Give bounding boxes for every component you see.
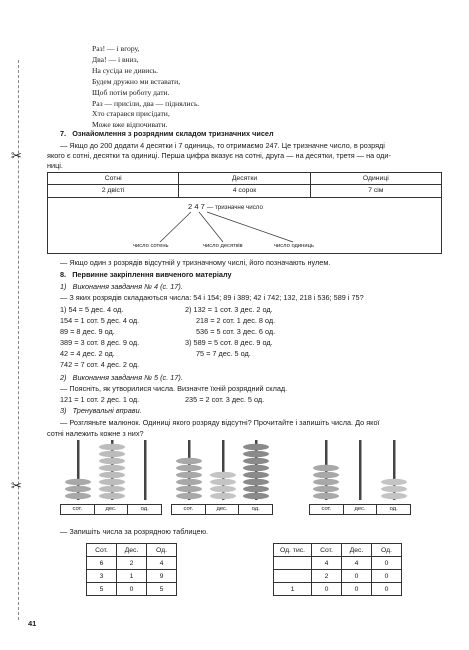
table-cell: 0: [372, 570, 402, 583]
table-header-tens: Десятки: [179, 173, 310, 184]
table-cell: 2: [117, 557, 147, 570]
page-number: 41: [28, 619, 37, 628]
task-number: 1): [60, 282, 67, 291]
answers-right: [185, 304, 275, 359]
answer-line: 154 = 1 сот. 5 дес. 4 од.: [60, 316, 140, 325]
zero-rule: — Якщо один з розрядів відсутній у тризначному числі, його позначають нулем.: [60, 258, 331, 267]
table-cell: 5: [87, 583, 117, 596]
table-header: Од.: [372, 544, 402, 557]
task-2-answer: 235 = 2 сот. 3 дес. 5 од.: [185, 395, 265, 404]
table-cell: [274, 570, 312, 583]
table-cell: 3: [87, 570, 117, 583]
task-title: Тренувальні вправи.: [72, 406, 142, 415]
table-header: Сот.: [87, 544, 117, 557]
place-value-table: [47, 172, 442, 254]
section-title: Ознайомлення з розрядним складом тризначних чисел: [72, 129, 274, 138]
poem-line: Хто старався присідати,: [92, 109, 170, 119]
table-cell: 5: [147, 583, 177, 596]
table-header-hundreds: Сотні: [48, 173, 179, 184]
poem-line: На сусіда не дивись.: [92, 65, 159, 75]
table-cell: 0: [372, 583, 402, 596]
table-cell: 0: [342, 570, 372, 583]
abacus-1: [65, 440, 147, 500]
abacus-label: од.: [251, 506, 260, 512]
section-8-heading: [60, 270, 232, 280]
task-3-question: сотні належить кожне з них?: [47, 429, 144, 438]
paragraph: — Якщо до 200 додати 4 десятки і 7 одиниць, то отримаємо 247. Це тризначне число, в розряді: [60, 141, 385, 150]
task-2-heading: [60, 373, 183, 383]
table-cell: 0: [372, 557, 402, 570]
table-cell: [274, 557, 312, 570]
table-cell: 7 сім: [368, 187, 384, 194]
abacus-3-labels: [309, 504, 411, 515]
answer-line: 3) 589 = 5 сот. 8 дес. 9 од.: [185, 338, 273, 347]
digit-table-2: [273, 543, 402, 596]
table-cell: 2 двісті: [48, 185, 179, 197]
poem: [92, 44, 199, 131]
abacus-label: од.: [140, 506, 149, 512]
abacus-label: од.: [389, 506, 398, 512]
table-header-units: Одиниці: [362, 175, 389, 182]
answers-left: [60, 304, 139, 370]
cut-line: [18, 60, 19, 620]
task-3-heading: [60, 406, 142, 416]
table-header: Од.: [147, 544, 177, 557]
abacus-label: дес.: [206, 505, 240, 514]
scissors-icon: ✂: [11, 478, 22, 493]
poem-line: Щоб потім роботу дати.: [92, 87, 170, 97]
table-cell: 4: [342, 557, 372, 570]
table-cell: 4: [147, 557, 177, 570]
answer-line: 218 = 2 сот. 1 дес. 8 од.: [196, 316, 276, 325]
table-cell: 4: [312, 557, 342, 570]
abacus-1-labels: [60, 504, 162, 515]
abacus-label: дес.: [344, 505, 378, 514]
abacus-label: дес.: [95, 505, 129, 514]
answer-line: 75 = 7 дес. 5 од.: [196, 349, 251, 358]
digit-table-1: [86, 543, 177, 596]
section-number: 7.: [60, 129, 67, 138]
table-cell: 2: [312, 570, 342, 583]
task-2-question: — Поясніть, як утворилися числа. Визначте їхній розрядний склад.: [60, 384, 288, 393]
abacus-label: сот.: [172, 505, 206, 514]
section-title: Первинне закріплення вивченого матеріалу: [72, 270, 232, 279]
abacus-2: [176, 440, 269, 500]
table-cell: 6: [87, 557, 117, 570]
answer-line: 536 = 5 сот. 3 дес. 6 од.: [196, 327, 276, 336]
table-cell: 0: [117, 583, 147, 596]
answer-line: 742 = 7 сот. 4 дес. 2 од.: [60, 360, 140, 369]
label-tens: число десятків: [203, 243, 243, 249]
abacus-illustration: [58, 438, 448, 508]
abacus-label: сот.: [61, 505, 95, 514]
table-cell: 0: [312, 583, 342, 596]
poem-line: Раз — присіли, два — піднялись.: [92, 98, 200, 108]
poem-line: Може вже відпочивати.: [92, 120, 168, 130]
paragraph: ниці.: [47, 161, 63, 170]
table-cell: 1: [117, 570, 147, 583]
abacus-3: [313, 440, 407, 500]
poem-line: Будем дружно ми вставати,: [92, 76, 181, 86]
table-cell: 1: [274, 583, 312, 596]
task-title: Виконання завдання № 4 (с. 17).: [72, 282, 183, 291]
number-label: — тризначне число: [207, 204, 263, 211]
label-hundreds: число сотень: [133, 243, 169, 249]
paragraph: якого є сотні, десятки та одиниці. Перша цифра вказує на сотні, друга — на десятки, третя — на оди-: [47, 151, 391, 160]
task-1-question: — З яких розрядів складаються числа: 54 і 154; 89 і 389; 42 і 742; 132, 218 і 536; 589 і 75?: [60, 293, 364, 302]
answer-line: 89 = 8 дес. 9 од.: [60, 327, 115, 336]
table-header: Од. тис.: [274, 544, 312, 557]
table-header: Дес.: [342, 544, 372, 557]
answer-line: 42 = 4 дес. 2 од.: [60, 349, 115, 358]
abacus-label: сот.: [310, 505, 344, 514]
table-header: Сот.: [312, 544, 342, 557]
number-247: 2 4 7: [188, 202, 205, 211]
abacus-2-labels: [171, 504, 273, 515]
section-number: 8.: [60, 270, 67, 279]
label-units: число одиниць: [274, 243, 314, 249]
table-cell: 9: [147, 570, 177, 583]
scissors-icon: ✂: [11, 148, 22, 163]
poem-line: Два! — і вниз,: [92, 54, 139, 64]
table-header: Дес.: [117, 544, 147, 557]
task-1-heading: [60, 282, 183, 292]
table-cell: 0: [342, 583, 372, 596]
task-number: 3): [60, 406, 67, 415]
write-prompt: — Запишіть числа за розрядною таблицею.: [60, 527, 209, 536]
answer-line: 1) 54 = 5 дес. 4 од.: [60, 305, 124, 314]
answer-line: 389 = 3 сот. 8 дес. 9 од.: [60, 338, 140, 347]
task-title: Виконання завдання № 5 (с. 17).: [72, 373, 183, 382]
arrows-diagram: [48, 198, 441, 254]
task-number: 2): [60, 373, 67, 382]
poem-line: Раз! — і вгору,: [92, 44, 140, 53]
answer-line: 2) 132 = 1 сот. 3 дес. 2 од.: [185, 305, 273, 314]
section-7-heading: [60, 129, 274, 139]
task-2-answer: 121 = 1 сот. 2 дес. 1 од.: [60, 395, 140, 404]
table-cell: 4 сорок: [179, 185, 310, 197]
task-3-question: — Розгляньте малюнок. Одиниці якого розряду відсутні? Прочитайте і запишіть числа. До якої: [60, 418, 380, 427]
